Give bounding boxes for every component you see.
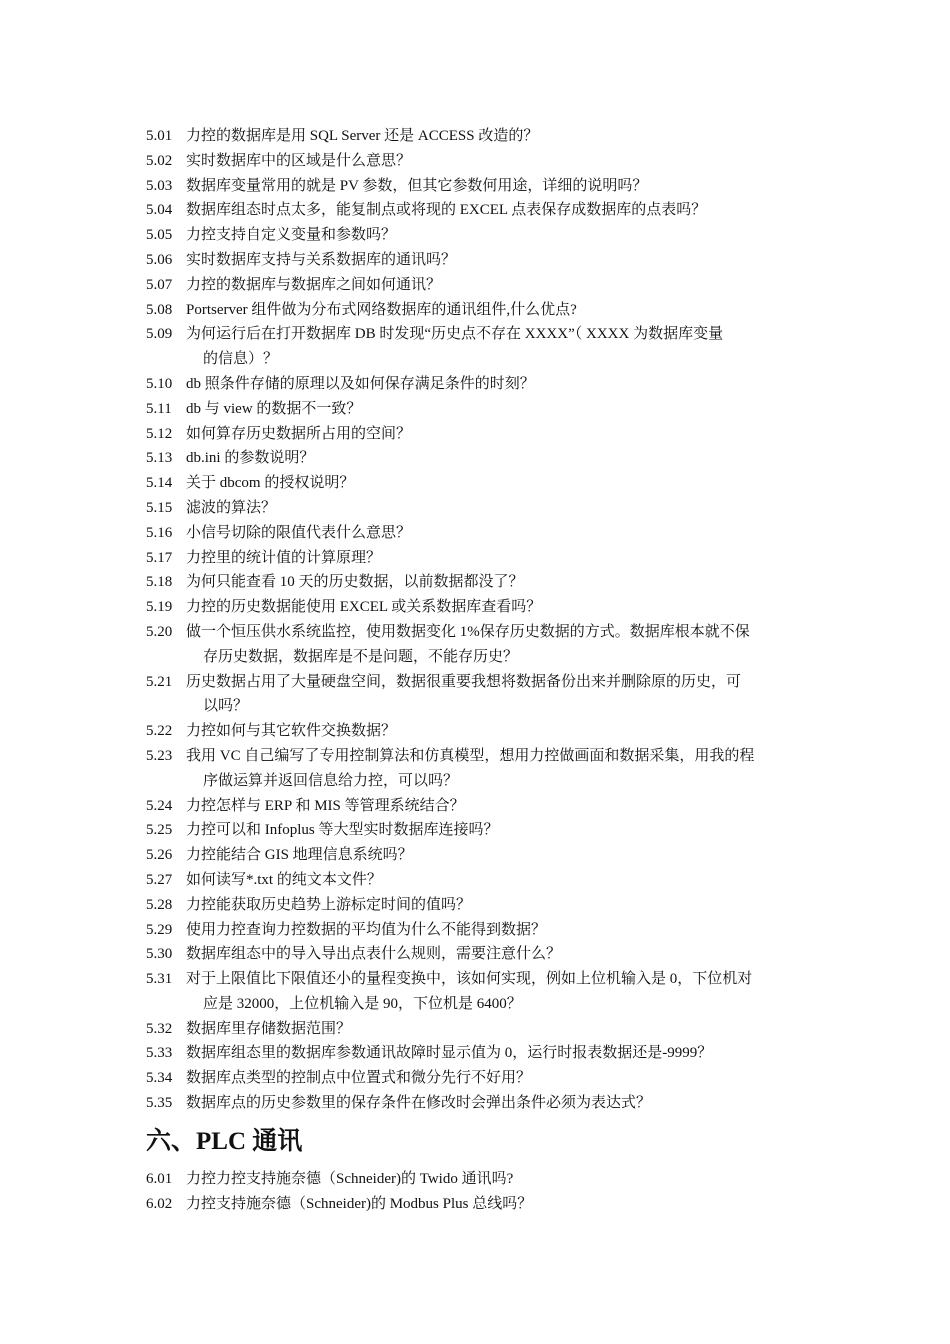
question-text: [186, 719, 812, 744]
question-number: 5.21: [146, 673, 173, 690]
question-number: 5.32: [146, 1020, 173, 1037]
question-number: 5.15: [146, 499, 173, 516]
question-item: [146, 868, 812, 893]
question-text: [186, 1192, 812, 1217]
question-item: [146, 298, 812, 323]
question-number: 5.14: [146, 475, 173, 492]
question-text: [186, 372, 812, 397]
question-number: 5.01: [146, 128, 173, 144]
question-item: [146, 744, 812, 794]
question-text: [186, 1066, 812, 1091]
question-text-line: 如何算存历史数据所占用的空间？: [186, 425, 412, 442]
question-item: [146, 521, 812, 546]
question-item: [146, 174, 812, 199]
question-text-line: 实时数据库中的区域是什么意思？: [186, 152, 412, 169]
question-item: [146, 422, 812, 447]
question-number: 5.26: [146, 847, 173, 864]
faq-content: [146, 124, 812, 1216]
question-item: [146, 471, 812, 496]
question-number: 5.04: [146, 202, 173, 219]
question-item: [146, 967, 812, 1017]
question-text: [186, 198, 812, 223]
question-text-line: 小信号切除的限值代表什么意思？: [186, 524, 412, 541]
question-item: [146, 198, 812, 223]
question-number: 5.02: [146, 152, 173, 169]
question-text-line: 为何运行后在打开数据库 DB 时发现“历史点不存在 XXXX”（ XXXX 为数据库变量: [186, 326, 724, 343]
question-text-line: db 与 view 的数据不一致？: [186, 400, 362, 417]
question-text: [186, 446, 812, 471]
section-6-heading: 六、PLC 通讯: [146, 1127, 303, 1155]
question-number: 5.31: [146, 971, 173, 988]
question-text: [186, 570, 812, 595]
question-text-line: 力控力控支持施奈德（Schneider)的 Twido 通讯吗?: [186, 1170, 514, 1187]
question-number: 5.09: [146, 326, 173, 343]
question-text-line: 数据库变量常用的就是 PV 参数，但其它参数何用途，详细的说明吗？: [186, 177, 648, 194]
question-number: 5.16: [146, 524, 173, 541]
question-text-line: 力控的历史数据能使用 EXCEL 或关系数据库查看吗？: [186, 599, 542, 616]
question-item: [146, 893, 812, 918]
question-number: 5.22: [146, 723, 173, 740]
question-text-line: 数据库组态时点太多，能复制点或将现的 EXCEL 点表保存成数据库的点表吗？: [186, 202, 707, 219]
question-text-line: 关于 dbcom 的授权说明？: [186, 475, 355, 492]
question-text: [186, 595, 812, 620]
question-number: 5.19: [146, 599, 173, 616]
question-text-line: 数据库里存储数据范围？: [186, 1020, 352, 1037]
question-item: [146, 496, 812, 521]
question-number: 5.10: [146, 375, 173, 392]
question-item: [146, 223, 812, 248]
question-number: 5.28: [146, 896, 173, 913]
question-number: 5.27: [146, 871, 173, 888]
question-text: [186, 273, 812, 298]
question-text: [186, 496, 812, 521]
question-text: [186, 471, 812, 496]
question-item: [146, 670, 812, 720]
question-text: [186, 1091, 812, 1116]
question-text-line: 力控的数据库与数据库之间如何通讯？: [186, 276, 442, 293]
question-text-line: 为何只能查看 10 天的历史数据，以前数据都没了？: [186, 574, 524, 591]
question-item: [146, 595, 812, 620]
question-text: [186, 818, 812, 843]
question-text: [186, 1041, 812, 1066]
question-text-continuation: 应是 32000，上位机输入是 90，下位机是 6400？: [203, 995, 522, 1012]
question-text-line: Portserver 组件做为分布式网络数据库的通讯组件,什么优点?: [186, 301, 577, 318]
question-item: [146, 843, 812, 868]
question-text-line: 数据库点类型的控制点中位置式和微分先行不好用？: [186, 1070, 532, 1087]
question-item: [146, 1192, 812, 1217]
question-number: 5.06: [146, 251, 173, 268]
question-number: 5.08: [146, 301, 173, 318]
question-text: [186, 670, 812, 720]
question-item: [146, 918, 812, 943]
question-text: [186, 397, 812, 422]
question-item: [146, 1017, 812, 1042]
question-text-line: 力控如何与其它软件交换数据？: [186, 723, 397, 740]
question-text-line: 力控支持自定义变量和参数吗？: [186, 227, 397, 244]
question-item: [146, 1066, 812, 1091]
question-item: [146, 620, 812, 670]
question-number: 5.25: [146, 822, 173, 839]
question-text: [186, 521, 812, 546]
question-text: [186, 322, 812, 372]
question-text: [186, 149, 812, 174]
question-text-line: 力控能结合 GIS 地理信息系统吗？: [186, 847, 413, 864]
question-item: [146, 149, 812, 174]
question-text-line: 历史数据占用了大量硬盘空间，数据很重要我想将数据备份出来并删除原的历史，可: [186, 673, 742, 690]
question-number: 5.05: [146, 227, 173, 244]
question-item: [146, 248, 812, 273]
question-text: [186, 546, 812, 571]
question-text-line: 使用力控查询力控数据的平均值为什么不能得到数据？: [186, 921, 547, 938]
question-number: 5.20: [146, 623, 173, 640]
question-text: [186, 918, 812, 943]
question-text-line: 力控的数据库是用 SQL Server 还是 ACCESS 改造的？: [186, 128, 539, 144]
question-text-continuation: 的信息）？: [203, 351, 279, 368]
question-text: [186, 1167, 812, 1192]
question-number: 5.34: [146, 1070, 173, 1087]
question-text: [186, 620, 812, 670]
question-text-continuation: 以吗？: [203, 698, 249, 715]
question-number: 5.17: [146, 549, 173, 566]
question-item: [146, 1167, 812, 1192]
question-text: [186, 893, 812, 918]
question-item: [146, 446, 812, 471]
question-item: [146, 397, 812, 422]
question-text-line: 数据库组态里的数据库参数通讯故障时显示值为 0，运行时报表数据还是-9999？: [186, 1045, 713, 1062]
question-text: [186, 942, 812, 967]
question-text-continuation: 序做运算并返回信息给力控，可以吗？: [203, 772, 459, 789]
question-text-line: 对于上限值比下限值还小的量程变换中，该如何实现，例如上位机输入是 0，下位机对: [186, 971, 753, 988]
question-number: 5.12: [146, 425, 173, 442]
question-text-line: 数据库组态中的导入导出点表什么规则，需要注意什么？: [186, 946, 562, 963]
question-text-line: db.ini 的参数说明？: [186, 450, 315, 467]
question-text: [186, 967, 812, 1017]
question-number: 5.03: [146, 177, 173, 194]
question-number: 5.35: [146, 1095, 173, 1112]
question-item: [146, 1041, 812, 1066]
question-text: [186, 868, 812, 893]
question-item: [146, 818, 812, 843]
question-item: [146, 719, 812, 744]
question-item: [146, 124, 812, 149]
question-text-line: 力控可以和 Infoplus 等大型实时数据库连接吗？: [186, 822, 499, 839]
question-text-line: 做一个恒压供水系统监控，使用数据变化 1%保存历史数据的方式。数据库根本就不保: [186, 623, 750, 640]
question-text: [186, 794, 812, 819]
question-text-line: 我用 VC 自己编写了专用控制算法和仿真模型，想用力控做画面和数据采集，用我的程: [186, 747, 755, 764]
question-text: [186, 843, 812, 868]
question-number: 5.07: [146, 276, 173, 293]
question-text-line: 数据库点的历史参数里的保存条件在修改时会弹出条件必须为表达式？: [186, 1095, 652, 1112]
question-text-continuation: 存历史数据，数据库是不是问题，不能存历史？: [203, 648, 519, 665]
question-number: 5.29: [146, 921, 173, 938]
question-item: [146, 372, 812, 397]
question-text-line: 滤波的算法？: [186, 499, 277, 516]
question-item: [146, 942, 812, 967]
question-text: [186, 124, 812, 149]
question-text: [186, 298, 812, 323]
question-item: [146, 546, 812, 571]
question-text-line: 力控支持施奈德（Schneider)的 Modbus Plus 总线吗？: [186, 1195, 533, 1212]
question-number: 5.13: [146, 450, 173, 467]
question-text-line: 力控能获取历史趋势上游标定时间的值吗？: [186, 896, 472, 913]
question-number: 5.18: [146, 574, 173, 591]
question-number: 6.02: [146, 1195, 173, 1212]
question-text: [186, 1017, 812, 1042]
question-item: [146, 794, 812, 819]
section-5-question-list: [146, 124, 812, 1116]
question-number: 5.33: [146, 1045, 173, 1062]
question-item: [146, 570, 812, 595]
question-text: [186, 744, 812, 794]
question-text-line: 实时数据库支持与关系数据库的通讯吗？: [186, 251, 457, 268]
question-text-line: db 照条件存储的原理以及如何保存满足条件的时刻？: [186, 375, 535, 392]
question-number: 6.01: [146, 1170, 173, 1187]
question-text: [186, 422, 812, 447]
question-number: 5.30: [146, 946, 173, 963]
question-text: [186, 248, 812, 273]
question-text-line: 力控怎样与 ERP 和 MIS 等管理系统结合？: [186, 797, 465, 814]
question-text-line: 力控里的统计值的计算原理？: [186, 549, 382, 566]
question-number: 5.11: [146, 400, 172, 417]
question-number: 5.24: [146, 797, 173, 814]
question-number: 5.23: [146, 747, 173, 764]
question-text-line: 如何读写*.txt 的纯文本文件？: [186, 871, 382, 888]
question-item: [146, 273, 812, 298]
question-item: [146, 1091, 812, 1116]
section-6-question-list: [146, 1167, 812, 1217]
question-text: [186, 223, 812, 248]
question-text: [186, 174, 812, 199]
question-item: [146, 322, 812, 372]
